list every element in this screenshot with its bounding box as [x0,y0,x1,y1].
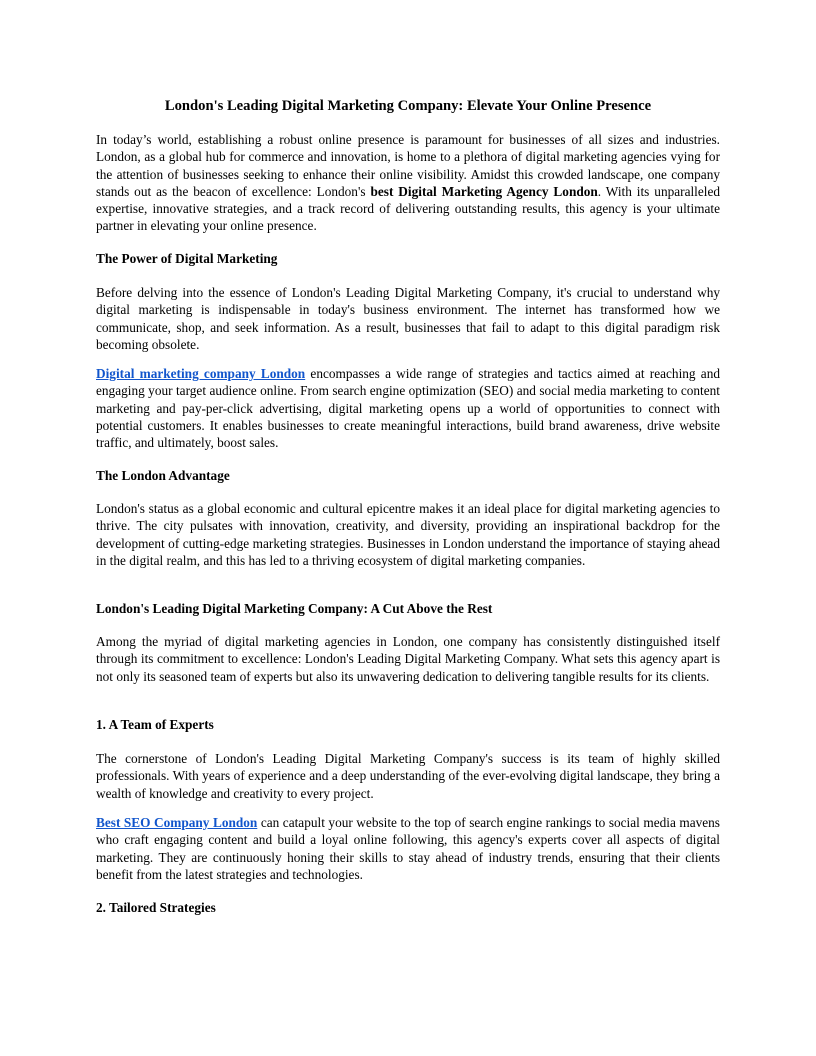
power-paragraph-2-text: encompasses a wide range of strategies and tactics aimed at reaching and engaging your target audience online. From search engine optimization (SEO) and social media marketing to content marketing and pay-per-click advertising, digital marketing opens up a world of opportunities to connect with potential customers. It enables businesses to create meaningful interactions, build brand awareness, drive website traffic, and ultimately, boost sales. [96,366,720,451]
cut-above-paragraph: Among the myriad of digital marketing agencies in London, one company has consistently distinguished itself through its commitment to excellence: London's Leading Digital Marketing Company. What sets this agency apart is not only its seasoned team of experts but also its unwavering dedication to delivering tangible results for its clients. [96,634,720,684]
team-paragraph-1: The cornerstone of London's Leading Digital Marketing Company's success is its team of highly skilled professionals. With years of experience and a deep understanding of the ever-evolving digital landscape, they bring a wealth of knowledge and creativity to every project. [96,751,720,801]
intro-text-after: . With its unparalleled expertise, innovative strategies, and a track record of delivering outstanding results, this agency is your ultimate partner in elevating your online presence. [96,183,721,234]
heading-power-of-digital-marketing: The Power of Digital Marketing [96,251,278,266]
heading-london-advantage: The London Advantage [96,468,230,483]
london-advantage-paragraph: London's status as a global economic and cultural epicentre makes it an ideal place for digital marketing agencies to thrive. The city pulsates with innovation, creativity, and diversity, providing an inspirational backdrop for the development of cutting-edge marketing strategies. Businesses in London understand the importance of staying ahead in the digital realm, and this has led to a thriving ecosystem of digital marketing companies. [96,501,720,568]
heading-team-of-experts: 1. A Team of Experts [96,717,214,732]
intro-paragraph [96,131,720,235]
intro-text-before: In today’s world, establishing a robust online presence is paramount for businesses of all sizes and industries. London, as a global hub for commerce and innovation, is home to a plethora of digital marketing agencies vying for the attention of businesses seeking to enhance their online visibility. Amidst this crowded landscape, one company stands out as the beacon of excellence: London's [96,132,720,199]
team-paragraph-2 [96,814,720,883]
best-seo-company-link[interactable]: Best SEO Company London [96,815,258,830]
power-paragraph-1: Before delving into the essence of London's Leading Digital Marketing Company, it's crucial to understand why digital marketing is indispensable in today's business environment. The internet has transformed how we communicate, shop, and seek information. As a result, businesses that fail to adapt to this digital paradigm risk becoming obsolete. [96,285,720,352]
page-title: London's Leading Digital Marketing Company: Elevate Your Online Presence [164,98,652,114]
heading-cut-above: London's Leading Digital Marketing Company: A Cut Above the Rest [96,601,493,616]
power-paragraph-2 [96,365,720,451]
intro-bold-phrase: best Digital Marketing Agency London [370,183,598,199]
team-paragraph-2-text: can catapult your website to the top of search engine rankings to social media mavens who craft engaging content and build a loyal online following, this agency's experts cover all aspects of digital marketing. They are continuously honing their skills to stay ahead of industry trends, ensuring that their clients benefit from the latest strategies and technologies. [96,815,720,882]
heading-tailored-strategies: 2. Tailored Strategies [96,900,216,915]
digital-marketing-company-link[interactable]: Digital marketing company London [96,366,306,381]
